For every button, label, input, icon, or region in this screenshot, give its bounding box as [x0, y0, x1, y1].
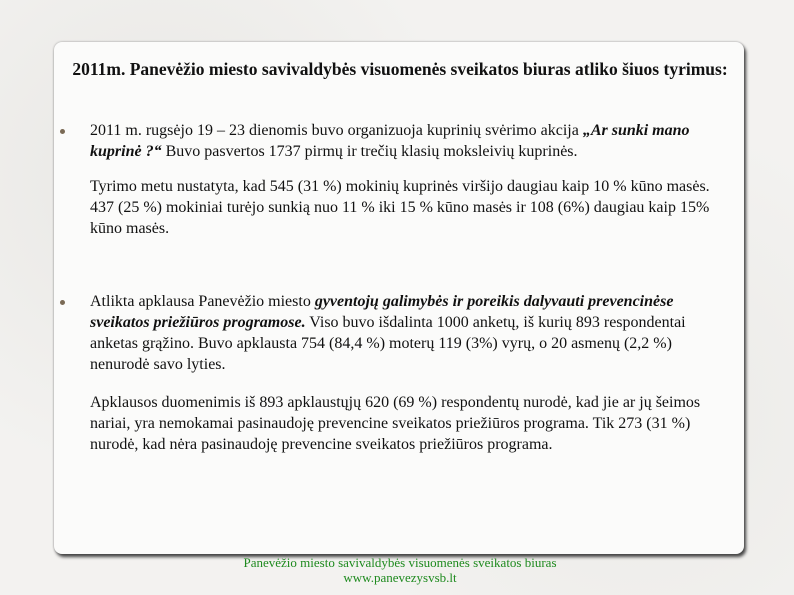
slide-title: 2011m. Panevėžio miesto savivaldybės visuomenės sveikatos biuras atliko šiuos tyrimus: — [72, 59, 728, 79]
bullet-text — [90, 120, 730, 162]
bullet-icon — [60, 300, 65, 305]
paragraph: Tyrimo metu nustatyta, kad 545 (31 %) mokinių kuprinės viršijo daugiau kaip 10 % kūno masės. 437 (25 %) mokiniai turėjo sunkią nuo 11 % iki 15 % kūno masės ir 108 (6%) daugiau kaip 15% kūno masės. — [90, 178, 710, 237]
bullet-icon — [60, 129, 65, 134]
bullet-text-plain: Buvo pasvertos 1737 pirmų ir trečių klasių moksleivių kuprinės. — [161, 143, 578, 160]
bullet-text-plain: Viso buvo išdalinta 1000 anketų, iš kurių 893 respondentai anketas grąžino. Buvo apklausta 754 (84,4 %) moterų 119 (3%) vyrų, o 20 asmenų (2,2 %) nenurodė savo lyties. — [90, 314, 686, 373]
footer-url[interactable]: www.panevezysvsb.lt — [343, 570, 457, 585]
bullet-emphasis: gyventojų galimybės ir poreikis dalyvauti prevencinėse sveikatos priežiūros programose. — [90, 293, 674, 331]
bullet-text — [90, 291, 730, 375]
footer — [200, 555, 600, 585]
footer-org: Panevėžio miesto savivaldybės visuomenės sveikatos biuras — [243, 555, 557, 570]
paragraph: Apklausos duomenimis iš 893 apklaustųjų 620 (69 %) respondentų nurodė, kad jie ar jų šeimos nariai, yra nemokamai pasinaudoję prevencine sveikatos priežiūros programa. Tik 273 (31 %) nurodė, kad nėra pasinaudoję prevencine sveikatos priežiūros programa. — [90, 394, 701, 453]
bullet-text-plain: Atlikta apklausa Panevėžio miesto — [90, 293, 315, 310]
bullet-text-plain: 2011 m. rugsėjo 19 – 23 dienomis buvo organizuoja kuprinių svėrimo akcija — [90, 122, 583, 139]
bullet-emphasis: „Ar sunki mano kuprinė ?“ — [90, 122, 690, 160]
